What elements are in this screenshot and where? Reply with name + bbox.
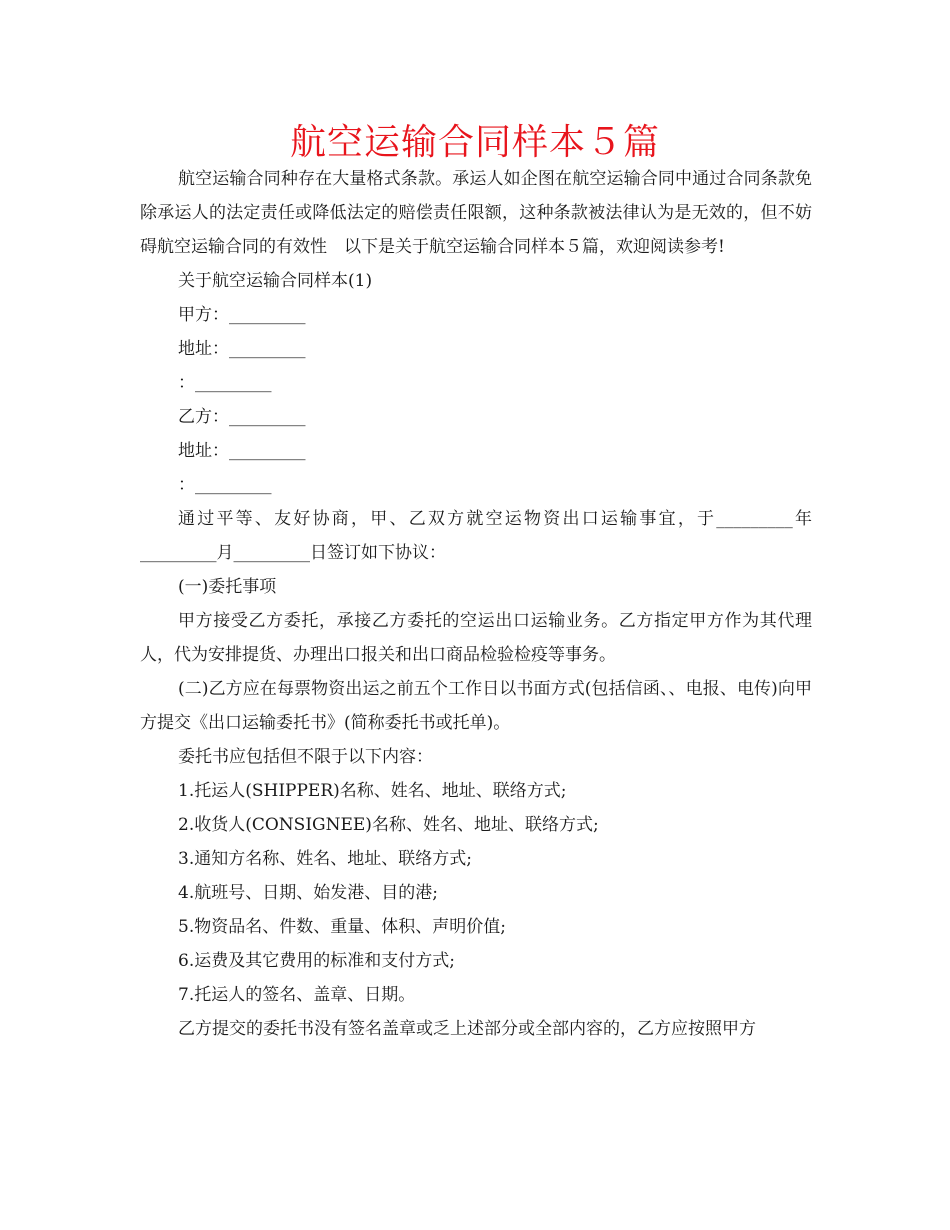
party-a-address-line: 地址：_________ (178, 339, 306, 359)
party-b-address-line: 地址：_________ (178, 441, 306, 461)
intro-paragraph: 航空运输合同种存在大量格式条款。承运人如企图在航空运输合同中通过合同条款免除承运人的法定责任或降低法定的赔偿责任限额，这种条款被法律认为是无效的，但不妨碍航空运输合同的有效性 以下是关于航空运输合同样本５篇，欢迎阅读参考! (140, 169, 812, 257)
closing-paragraph: 乙方提交的委托书没有签名盖章或乏上述部分或全部内容的，乙方应按照甲方 (178, 1019, 756, 1039)
list-item: 6.运费及其它费用的标准和支付方式; (178, 951, 455, 971)
document-body (140, 160, 812, 1046)
list-intro: 委托书应包括但不限于以下内容： (178, 747, 433, 767)
list-item: 5.物资品名、件数、重量、体积、声明价值; (178, 917, 506, 937)
section-heading: 关于航空运输合同样本(1) (178, 271, 373, 291)
party-a-line: 甲方：_________ (178, 305, 306, 325)
list-item: 3.通知方名称、姓名、地址、联络方式; (178, 849, 472, 869)
clause-heading: (一)委托事项 (178, 577, 277, 597)
agreement-date-paragraph: 通过平等、友好协商，甲、乙双方就空运物资出口运输事宜，于_________年_________月_________日签订如下协议： (140, 509, 812, 563)
list-item: 4.航班号、日期、始发港、目的港; (178, 883, 438, 903)
party-b-blank-line: ：_________ (178, 475, 272, 495)
party-a-blank-line: ：_________ (178, 373, 272, 393)
clause-paragraph: (二)乙方应在每票物资出运之前五个工作日以书面方式(包括信函、、电报、电传)向甲方提交《出口运输委托书》(简称委托书或托单)。 (140, 679, 812, 733)
clause-paragraph: 甲方接受乙方委托，承接乙方委托的空运出口运输业务。乙方指定甲方作为其代理人，代为安排提货、办理出口报关和出口商品检验检疫等事务。 (140, 611, 812, 665)
document-title: 航空运输合同样本５篇 (289, 122, 660, 163)
list-item: 7.托运人的签名、盖章、日期。 (178, 985, 416, 1005)
party-b-line: 乙方：_________ (178, 407, 306, 427)
list-item: 1.托运人(SHIPPER)名称、姓名、地址、联络方式; (178, 781, 567, 801)
list-item: 2.收货人(CONSIGNEE)名称、姓名、地址、联络方式; (178, 815, 599, 835)
